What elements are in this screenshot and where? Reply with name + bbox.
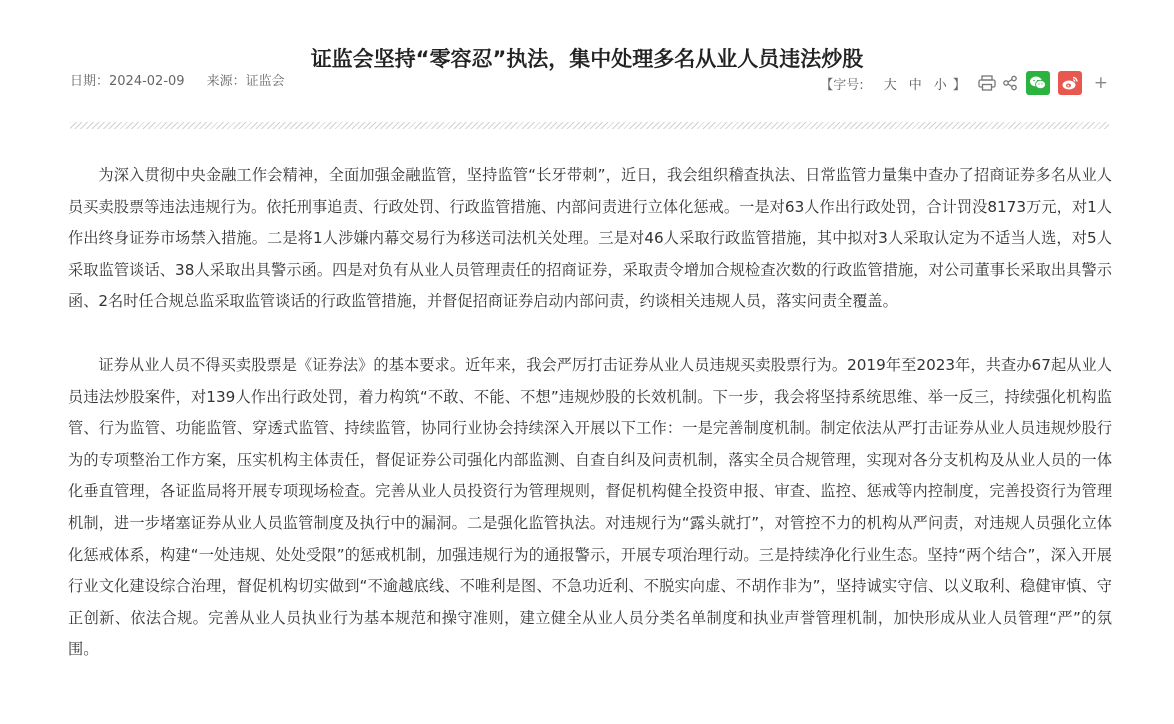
more-share-button[interactable]: + — [1093, 73, 1108, 93]
source-value: 证监会 — [245, 74, 285, 89]
share-icon[interactable] — [1002, 75, 1018, 91]
wechat-icon[interactable] — [1026, 71, 1050, 95]
weibo-icon[interactable] — [1058, 71, 1082, 95]
font-size-bracket: 】 — [952, 77, 966, 93]
font-size-large-button[interactable]: 大 — [883, 77, 897, 93]
article-title: 证监会坚持“零容忍”执法，集中处理多名从业人员违法炒股 — [310, 47, 864, 71]
printer-icon[interactable] — [978, 75, 996, 91]
article-body — [68, 160, 1112, 698]
font-size-medium-button[interactable]: 中 — [908, 77, 922, 93]
article-toolbar — [820, 71, 1108, 95]
date-label: 日期： — [70, 74, 110, 89]
publish-date: 2024-02-09 — [109, 74, 185, 89]
font-size-small-button[interactable]: 小 — [933, 77, 947, 93]
title-divider — [70, 122, 1109, 129]
article-meta — [70, 73, 285, 91]
source-label: 来源： — [206, 74, 246, 89]
font-size-label: 【字号: — [820, 77, 864, 93]
article-paragraph-2: 证券从业人员不得买卖股票是《证券法》的基本要求。近年来，我会严厉打击证券从业人员违规买卖股票行为。2019年至2023年，共查办67起从业人员违法炒股案件，对139人作出行政处罚，着力构筑“不敢、不能、不想”违规炒股的长效机制。下一步，我会将坚持系统思维、举一反三，持续强化机构监管、行为监管、功能监管、穿透式监管、持续监管，协同行业协会持续深入开展以下工作：一是完善制度机制。制定依法从严打击证券从业人员违规炒股行为的专项整治工作方案，压实机构主体责任，督促证券公司强化内部监测、自查自纠及问责机制，落实全员合规管理，实现对各分支机构及从业人员的一体化垂直管理，各证监局将开展专项现场检查。完善从业人员投资行为管理规则，督促机构健全投资申报、审查、监控、惩戒等内控制度，完善投资行为管理机制，进一步堵塞证券从业人员监管制度及执行中的漏洞。二是强化监管执法。对违规行为“露头就打”，对管控不力的机构从严问责，对违规人员强化立体化惩戒体系，构建“一处违规、处处受限”的惩戒机制，加强违规行为的通报警示，开展专项治理行动。三是持续净化行业生态。坚持“两个结合”，深入开展行业文化建设综合治理，督促机构切实做到“不逾越底线、不唯利是图、不急功近利、不脱实向虚、不胡作非为”，坚持诚实守信、以义取利、稳健审慎、守正创新、依法合规。完善从业人员执业行为基本规范和操守准则，建立健全从业人员分类名单制度和执业声誉管理机制，加快形成从业人员管理“严”的氛围。 — [68, 355, 1112, 659]
article-paragraph-1: 为深入贯彻中央金融工作会精神，全面加强金融监管，坚持监管“长牙带刺”，近日，我会组织稽查执法、日常监管力量集中查办了招商证券多名从业人员买卖股票等违法违规行为。依托刑事追责、行政处罚、行政监管措施、内部问责进行立体化惩戒。一是对63人作出行政处罚，合计罚没8173万元，对1人作出终身证券市场禁入措施。二是将1人涉嫌内幕交易行为移送司法机关处理。三是对46人采取行政监管措施，其中拟对3人采取认定为不适当人选，对5人采取监管谈话、38人采取出具警示函。四是对负有从业人员管理责任的招商证券，采取责令增加合规检查次数的行政监管措施，对公司董事长采取出具警示函、2名时任合规总监采取监管谈话的行政监管措施，并督促招商证券启动内部问责，约谈相关违规人员，落实问责全覆盖。 — [68, 166, 1112, 311]
